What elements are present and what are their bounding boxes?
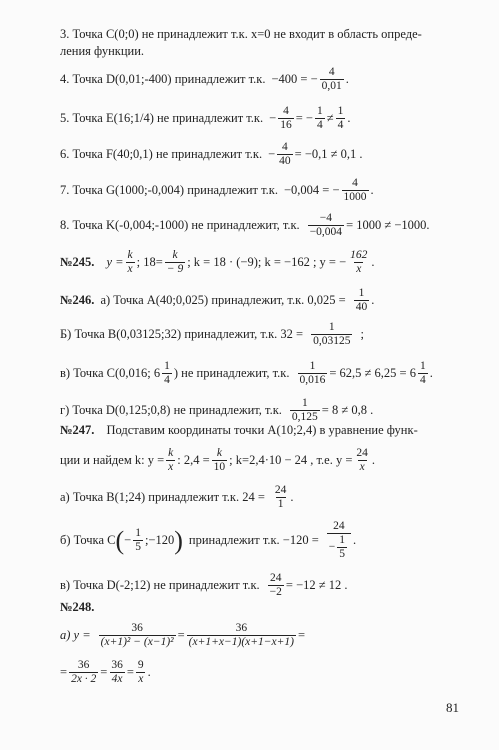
fraction: $\frac{4}{0,01}$ (321, 66, 342, 92)
fraction: $\frac{36}{\text{(x+1)² − (x−1)²}}$ (100, 622, 174, 648)
line-5-end: . (347, 111, 351, 125)
fraction: $\frac{k}{x}$ (127, 249, 133, 275)
problem-248-num (60, 600, 94, 615)
line-4 (60, 66, 349, 93)
fraction: $\frac{1}{4}$ (337, 105, 344, 131)
fraction: $\frac{k}{10}$ (213, 447, 226, 473)
line-6-text: 6. Точка F(40;0,1) не принадлежит т.к. (60, 147, 263, 161)
line-6-rest: = −0,1 ≠ 0,1 . (294, 147, 363, 161)
problem-246-b: Б) Точка B(0,03125;32) принадлежит, т.к. 32 = $\frac{1}{0,03125}$ ; (60, 321, 364, 347)
line-8-text: 8. Точка K(-0,004;-1000) не принадлежит, т.к. (60, 218, 300, 232)
fraction: $\frac{1}{0,125}$ (291, 397, 318, 423)
line-5-neq: ≠ (326, 111, 334, 125)
problem-245: №245. y = $\frac{k}{x}$ ; 18= $\frac{k}{- 9}$ ; k = 18 · (−9); k = −162 ; y = − $\frac{162}{x}$ . (60, 249, 375, 275)
fraction: $\frac{k}{- 9}$ (166, 249, 184, 275)
fraction: $\frac{-4}{-0,004}$ (309, 212, 343, 238)
fraction: $\frac{1}{40}$ (355, 287, 368, 313)
fraction: $\frac{1}{4}$ (419, 360, 426, 386)
line-6: 6. Точка F(40;0,1) не принадлежит т.к. − $\frac{4}{40}$ = −0,1 ≠ 0,1 . (60, 141, 363, 167)
fraction: $\frac{1}{0,016}$ (299, 360, 326, 386)
line-5-mid: = − (295, 111, 313, 125)
text-line-3a: 3. Точка C(0;0) не принадлежит т.к. x=0 не входит в область опреде- (60, 27, 422, 41)
problem-246-a: №246. а) Точка A(40;0,025) принадлежит, т.к. 0,025 = $\frac{1}{40}$ . (60, 287, 375, 313)
problem-number: №245. (60, 255, 95, 269)
page-number: 81 (446, 700, 459, 715)
line-4-lhs: −400 = − (271, 72, 318, 86)
problem-248-line1: а) y = $\frac{36}{\text{(x+1)² − (x−1)²}}$ = $\frac{36}{(x+1+x-1)(x+1-x+1)}$ = (60, 622, 306, 648)
problem-246-d: г) Точка D(0,125;0,8) не принадлежит, т.к. $\frac{1}{0,125}$ = 8 ≠ 0,8 . (60, 397, 374, 423)
fraction: $\frac{1}{0,03125}$ (313, 321, 351, 347)
problem-246-c: в) Точка C(0,016; 6 $\frac{1}{4}$ ) не принадлежит, т.к. $\frac{1}{0,016}$ = 62,5 ≠ 6,25 = 6 $\frac{1}{4}$ . (60, 360, 433, 386)
problem-248-line2: = $\frac{36}{2x \cdot 2}$ = $\frac{36}{4x}$ = $\frac{9}{x}$ . (60, 659, 151, 685)
line-7 (60, 177, 374, 204)
problem-number: №247. (60, 423, 95, 437)
problem-number: №248. (60, 600, 95, 614)
line-4-text: 4. Точка D(0,01;-400) принадлежит т.к. (60, 72, 266, 86)
fraction: $\frac{36}{(x+1+x-1)(x+1-x+1)}$ (188, 622, 294, 648)
fraction: $\frac{k}{x}$ (168, 447, 174, 473)
line-5-text: 5. Точка E(16;1/4) не принадлежит т.к. (60, 111, 264, 125)
problem-number: №246. (60, 293, 95, 307)
fraction: $\frac{4}{1000}$ (343, 177, 367, 203)
fraction: $\frac{4}{40}$ (279, 141, 291, 167)
fraction: $\frac{1}{5}$ (135, 527, 141, 553)
fraction: $\frac{24}{1}$ (274, 484, 287, 510)
fraction: $\frac{24}{-2}$ (269, 572, 282, 598)
line-7-text: 7. Точка G(1000;-0,004) принадлежит т.к. (60, 183, 278, 197)
line-5: 5. Точка E(16;1/4) не принадлежит т.к. − $\frac{4}{16}$ = − $\frac{1}{4}$ ≠ $\frac{1}{4}$ . (60, 105, 351, 131)
fraction: $\frac{1}{5}$ (339, 534, 346, 560)
line-8-rest: = 1000 ≠ −1000. (346, 218, 430, 232)
problem-247-b: б) Точка C ( − $\frac{1}{5}$ ;−120 ) принадлежит т.к. −120 = 24 − $\frac{1}{5}$ . (60, 520, 357, 560)
fraction: $\frac{1}{4}$ (164, 360, 170, 386)
fraction: $\frac{9}{x}$ (137, 659, 144, 685)
fraction: $\frac{4}{16}$ (280, 105, 292, 131)
line-7-end: . (370, 183, 374, 197)
problem-247-a: а) Точка B(1;24) принадлежит т.к. 24 = $\frac{24}{1}$ . (60, 484, 294, 510)
line-4-end: . (345, 72, 349, 86)
fraction: $\frac{36}{4x}$ (111, 659, 123, 685)
text-line-3b: ления функции. (60, 44, 145, 58)
problem-247-line1: №247. Подставим координаты точки A(10;2,4) в уравнение функ- (60, 423, 418, 437)
problem-247-line2: ции и найдем k: y = $\frac{k}{x}$ : 2,4 = $\frac{k}{10}$ ; k=2,4·10 − 24 , т.е. y = $\frac{24}{x}$ . (60, 447, 376, 473)
fraction: 24 − $\frac{1}{5}$ (327, 520, 351, 561)
fraction: $\frac{36}{2x \cdot 2}$ (71, 659, 97, 685)
problem-247-c: в) Точка D(-2;12) не принадлежит т.к. $\frac{24}{-2}$ = −12 ≠ 12 . (60, 572, 348, 598)
fraction: $\frac{1}{4}$ (316, 105, 323, 131)
fraction: $\frac{24}{x}$ (356, 447, 368, 473)
line-8 (60, 212, 430, 239)
fraction: $\frac{162}{x}$ (350, 249, 368, 275)
line-7-lhs: −0,004 = − (283, 183, 340, 197)
